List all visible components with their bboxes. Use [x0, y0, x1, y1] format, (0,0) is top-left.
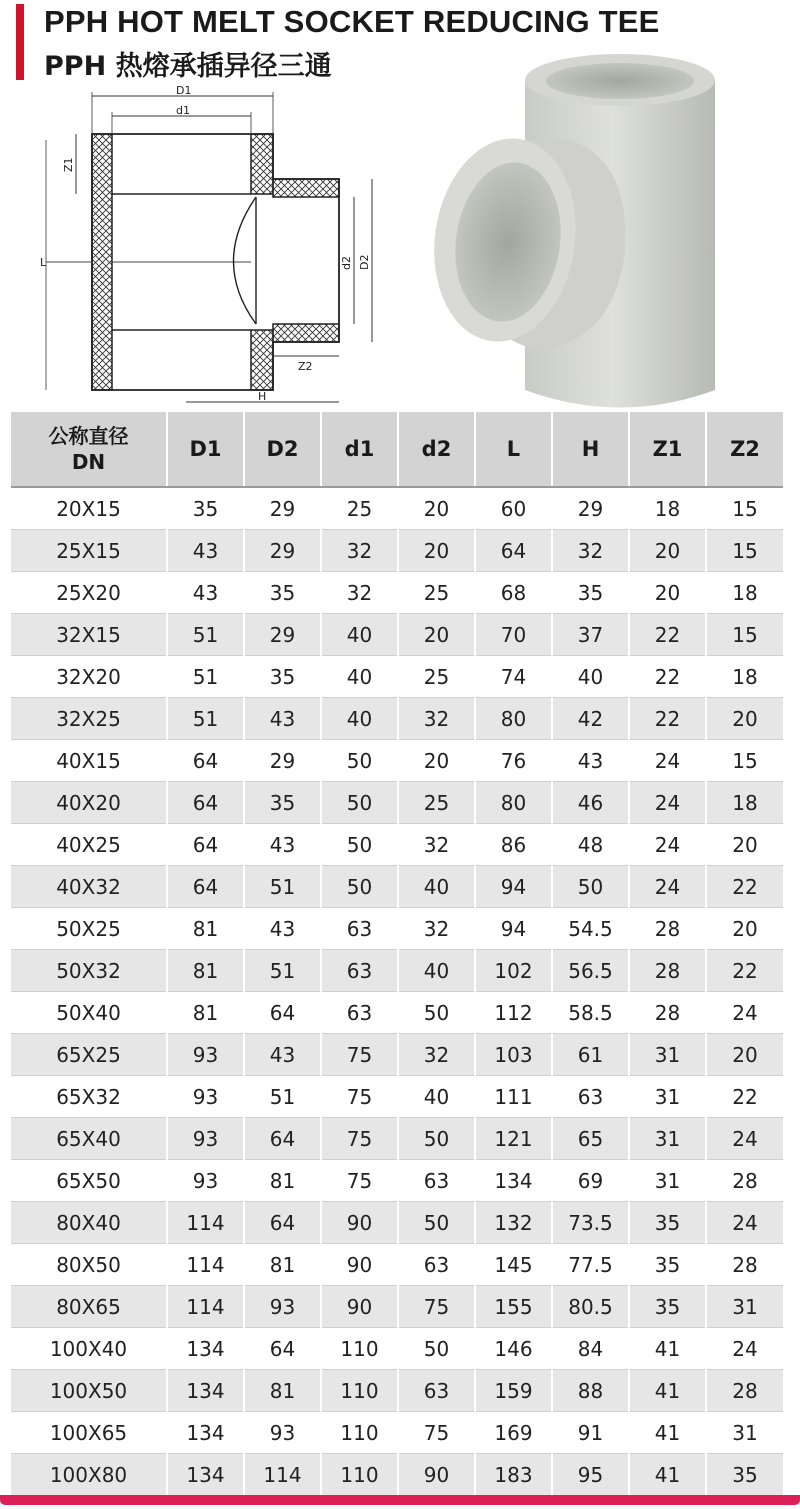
value-cell: 32	[552, 530, 629, 572]
dn-cell: 65X32	[11, 1076, 167, 1118]
value-cell: 29	[244, 740, 321, 782]
value-cell: 114	[244, 1454, 321, 1496]
value-cell: 77.5	[552, 1244, 629, 1286]
table-row	[11, 572, 783, 614]
value-cell: 60	[475, 487, 552, 530]
table-row	[11, 1034, 783, 1076]
dn-cell: 32X15	[11, 614, 167, 656]
value-cell: 20	[706, 824, 783, 866]
specification-table	[11, 412, 783, 1496]
value-cell: 29	[552, 487, 629, 530]
value-cell: 32	[321, 572, 398, 614]
value-cell: 88	[552, 1370, 629, 1412]
column-header: Z2	[706, 412, 783, 487]
value-cell: 18	[706, 782, 783, 824]
value-cell: 32	[398, 824, 475, 866]
value-cell: 183	[475, 1454, 552, 1496]
label-D1: D1	[176, 84, 192, 97]
value-cell: 81	[244, 1160, 321, 1202]
table-row	[11, 824, 783, 866]
value-cell: 40	[321, 656, 398, 698]
value-cell: 41	[629, 1328, 706, 1370]
column-header: d1	[321, 412, 398, 487]
dn-cell: 25X20	[11, 572, 167, 614]
table-row	[11, 1118, 783, 1160]
value-cell: 50	[321, 866, 398, 908]
value-cell: 24	[706, 1328, 783, 1370]
dn-cell: 80X50	[11, 1244, 167, 1286]
value-cell: 51	[244, 866, 321, 908]
value-cell: 42	[552, 698, 629, 740]
value-cell: 20	[398, 487, 475, 530]
value-cell: 58.5	[552, 992, 629, 1034]
value-cell: 159	[475, 1370, 552, 1412]
table-row	[11, 908, 783, 950]
value-cell: 35	[167, 487, 244, 530]
tee-product-image	[420, 50, 770, 415]
table-row	[11, 530, 783, 572]
dn-cell: 40X15	[11, 740, 167, 782]
value-cell: 50	[398, 1118, 475, 1160]
dn-cell: 50X25	[11, 908, 167, 950]
value-cell: 43	[167, 530, 244, 572]
value-cell: 80.5	[552, 1286, 629, 1328]
value-cell: 40	[321, 614, 398, 656]
label-D2: D2	[358, 254, 371, 270]
value-cell: 20	[398, 614, 475, 656]
value-cell: 81	[167, 908, 244, 950]
value-cell: 41	[629, 1412, 706, 1454]
dn-cell: 100X65	[11, 1412, 167, 1454]
dn-cell: 100X80	[11, 1454, 167, 1496]
value-cell: 25	[398, 572, 475, 614]
value-cell: 15	[706, 614, 783, 656]
value-cell: 35	[244, 782, 321, 824]
value-cell: 134	[167, 1370, 244, 1412]
column-header: d2	[398, 412, 475, 487]
table-row	[11, 866, 783, 908]
value-cell: 65	[552, 1118, 629, 1160]
value-cell: 64	[244, 1118, 321, 1160]
value-cell: 35	[552, 572, 629, 614]
value-cell: 50	[321, 740, 398, 782]
value-cell: 20	[706, 698, 783, 740]
value-cell: 93	[167, 1034, 244, 1076]
dn-cell: 32X20	[11, 656, 167, 698]
value-cell: 43	[167, 572, 244, 614]
tee-cross-section-drawing	[36, 84, 376, 410]
value-cell: 81	[244, 1244, 321, 1286]
value-cell: 102	[475, 950, 552, 992]
value-cell: 145	[475, 1244, 552, 1286]
page-title: PPH HOT MELT SOCKET REDUCING TEE	[44, 4, 660, 39]
value-cell: 32	[398, 1034, 475, 1076]
value-cell: 69	[552, 1160, 629, 1202]
value-cell: 40	[398, 950, 475, 992]
value-cell: 51	[244, 1076, 321, 1118]
value-cell: 110	[321, 1328, 398, 1370]
value-cell: 29	[244, 530, 321, 572]
value-cell: 64	[167, 782, 244, 824]
value-cell: 25	[398, 656, 475, 698]
value-cell: 75	[321, 1034, 398, 1076]
table-row	[11, 1244, 783, 1286]
value-cell: 114	[167, 1202, 244, 1244]
value-cell: 29	[244, 487, 321, 530]
value-cell: 25	[398, 782, 475, 824]
table-row	[11, 698, 783, 740]
value-cell: 35	[629, 1244, 706, 1286]
value-cell: 18	[629, 487, 706, 530]
value-cell: 22	[629, 698, 706, 740]
value-cell: 20	[629, 572, 706, 614]
value-cell: 50	[398, 992, 475, 1034]
value-cell: 31	[706, 1412, 783, 1454]
value-cell: 56.5	[552, 950, 629, 992]
value-cell: 93	[167, 1118, 244, 1160]
value-cell: 64	[475, 530, 552, 572]
value-cell: 28	[629, 950, 706, 992]
value-cell: 75	[321, 1160, 398, 1202]
bottom-accent-bar	[0, 1495, 800, 1505]
value-cell: 93	[244, 1412, 321, 1454]
value-cell: 24	[629, 866, 706, 908]
value-cell: 22	[706, 866, 783, 908]
value-cell: 43	[552, 740, 629, 782]
value-cell: 28	[629, 908, 706, 950]
table-row	[11, 782, 783, 824]
dn-label-en: DN	[71, 450, 106, 474]
value-cell: 46	[552, 782, 629, 824]
page-subtitle-chinese: PPH 热熔承插异径三通	[44, 51, 332, 82]
value-cell: 51	[167, 698, 244, 740]
dn-cell: 40X20	[11, 782, 167, 824]
column-header-dn	[11, 412, 167, 487]
value-cell: 74	[475, 656, 552, 698]
table-row	[11, 1370, 783, 1412]
dn-cell: 65X25	[11, 1034, 167, 1076]
value-cell: 114	[167, 1244, 244, 1286]
value-cell: 80	[475, 782, 552, 824]
value-cell: 86	[475, 824, 552, 866]
value-cell: 24	[629, 824, 706, 866]
dn-label-cn: 公称直径	[48, 424, 129, 448]
value-cell: 103	[475, 1034, 552, 1076]
value-cell: 64	[244, 992, 321, 1034]
label-Z1: Z1	[62, 157, 75, 172]
value-cell: 90	[321, 1286, 398, 1328]
value-cell: 41	[629, 1370, 706, 1412]
value-cell: 51	[244, 950, 321, 992]
value-cell: 75	[398, 1286, 475, 1328]
label-L: L	[40, 256, 47, 269]
label-H: H	[258, 390, 267, 403]
value-cell: 28	[706, 1244, 783, 1286]
value-cell: 169	[475, 1412, 552, 1454]
dn-cell: 65X40	[11, 1118, 167, 1160]
value-cell: 20	[706, 908, 783, 950]
table-row	[11, 1286, 783, 1328]
value-cell: 22	[706, 1076, 783, 1118]
value-cell: 111	[475, 1076, 552, 1118]
value-cell: 64	[244, 1328, 321, 1370]
value-cell: 63	[552, 1076, 629, 1118]
value-cell: 110	[321, 1370, 398, 1412]
value-cell: 63	[321, 992, 398, 1034]
value-cell: 15	[706, 740, 783, 782]
value-cell: 93	[167, 1160, 244, 1202]
value-cell: 20	[629, 530, 706, 572]
value-cell: 40	[398, 1076, 475, 1118]
value-cell: 80	[475, 698, 552, 740]
value-cell: 134	[475, 1160, 552, 1202]
value-cell: 40	[552, 656, 629, 698]
dn-cell: 100X50	[11, 1370, 167, 1412]
value-cell: 18	[706, 572, 783, 614]
value-cell: 84	[552, 1328, 629, 1370]
value-cell: 51	[167, 614, 244, 656]
value-cell: 35	[629, 1286, 706, 1328]
value-cell: 63	[321, 950, 398, 992]
value-cell: 75	[321, 1076, 398, 1118]
value-cell: 43	[244, 824, 321, 866]
value-cell: 63	[398, 1370, 475, 1412]
value-cell: 64	[167, 824, 244, 866]
table-row	[11, 1454, 783, 1496]
table-row	[11, 740, 783, 782]
value-cell: 31	[629, 1118, 706, 1160]
column-header: L	[475, 412, 552, 487]
label-d2: d2	[340, 256, 353, 270]
value-cell: 81	[167, 950, 244, 992]
value-cell: 31	[706, 1286, 783, 1328]
table-row	[11, 1076, 783, 1118]
value-cell: 50	[321, 782, 398, 824]
value-cell: 112	[475, 992, 552, 1034]
value-cell: 64	[244, 1202, 321, 1244]
value-cell: 146	[475, 1328, 552, 1370]
value-cell: 28	[706, 1160, 783, 1202]
value-cell: 28	[629, 992, 706, 1034]
value-cell: 32	[398, 908, 475, 950]
dn-cell: 40X32	[11, 866, 167, 908]
value-cell: 81	[167, 992, 244, 1034]
value-cell: 40	[398, 866, 475, 908]
value-cell: 20	[398, 740, 475, 782]
value-cell: 20	[706, 1034, 783, 1076]
value-cell: 50	[321, 824, 398, 866]
value-cell: 75	[321, 1118, 398, 1160]
value-cell: 31	[629, 1034, 706, 1076]
table-row	[11, 992, 783, 1034]
table-header-row	[11, 412, 783, 487]
value-cell: 35	[244, 656, 321, 698]
value-cell: 31	[629, 1076, 706, 1118]
value-cell: 63	[321, 908, 398, 950]
value-cell: 51	[167, 656, 244, 698]
value-cell: 31	[629, 1160, 706, 1202]
value-cell: 114	[167, 1286, 244, 1328]
value-cell: 18	[706, 656, 783, 698]
value-cell: 37	[552, 614, 629, 656]
dn-cell: 50X40	[11, 992, 167, 1034]
value-cell: 90	[321, 1202, 398, 1244]
value-cell: 15	[706, 530, 783, 572]
value-cell: 134	[167, 1328, 244, 1370]
table-row	[11, 950, 783, 992]
value-cell: 75	[398, 1412, 475, 1454]
value-cell: 64	[167, 866, 244, 908]
value-cell: 81	[244, 1370, 321, 1412]
column-header: Z1	[629, 412, 706, 487]
value-cell: 93	[244, 1286, 321, 1328]
value-cell: 43	[244, 1034, 321, 1076]
value-cell: 24	[629, 782, 706, 824]
dn-cell: 100X40	[11, 1328, 167, 1370]
value-cell: 121	[475, 1118, 552, 1160]
value-cell: 90	[398, 1454, 475, 1496]
value-cell: 68	[475, 572, 552, 614]
value-cell: 70	[475, 614, 552, 656]
table-row	[11, 1412, 783, 1454]
value-cell: 93	[167, 1076, 244, 1118]
value-cell: 134	[167, 1412, 244, 1454]
dn-cell: 80X65	[11, 1286, 167, 1328]
table-row	[11, 1202, 783, 1244]
value-cell: 40	[321, 698, 398, 740]
dn-cell: 32X25	[11, 698, 167, 740]
title-accent-bar	[16, 4, 24, 80]
value-cell: 28	[706, 1370, 783, 1412]
value-cell: 90	[321, 1244, 398, 1286]
column-header: D1	[167, 412, 244, 487]
value-cell: 43	[244, 908, 321, 950]
value-cell: 94	[475, 908, 552, 950]
value-cell: 50	[398, 1202, 475, 1244]
value-cell: 25	[321, 487, 398, 530]
value-cell: 134	[167, 1454, 244, 1496]
value-cell: 24	[706, 1202, 783, 1244]
value-cell: 22	[706, 950, 783, 992]
value-cell: 64	[167, 740, 244, 782]
value-cell: 61	[552, 1034, 629, 1076]
dn-cell: 25X15	[11, 530, 167, 572]
value-cell: 24	[706, 992, 783, 1034]
table-row	[11, 487, 783, 530]
value-cell: 15	[706, 487, 783, 530]
value-cell: 32	[398, 698, 475, 740]
value-cell: 35	[244, 572, 321, 614]
value-cell: 22	[629, 614, 706, 656]
value-cell: 63	[398, 1160, 475, 1202]
value-cell: 110	[321, 1412, 398, 1454]
value-cell: 50	[552, 866, 629, 908]
column-header: H	[552, 412, 629, 487]
value-cell: 22	[629, 656, 706, 698]
label-Z2: Z2	[298, 360, 313, 373]
value-cell: 54.5	[552, 908, 629, 950]
dn-cell: 80X40	[11, 1202, 167, 1244]
table-row	[11, 614, 783, 656]
value-cell: 91	[552, 1412, 629, 1454]
value-cell: 94	[475, 866, 552, 908]
value-cell: 73.5	[552, 1202, 629, 1244]
value-cell: 63	[398, 1244, 475, 1286]
column-header: D2	[244, 412, 321, 487]
value-cell: 110	[321, 1454, 398, 1496]
value-cell: 50	[398, 1328, 475, 1370]
value-cell: 132	[475, 1202, 552, 1244]
value-cell: 41	[629, 1454, 706, 1496]
dn-cell: 65X50	[11, 1160, 167, 1202]
value-cell: 35	[706, 1454, 783, 1496]
value-cell: 20	[398, 530, 475, 572]
value-cell: 76	[475, 740, 552, 782]
value-cell: 155	[475, 1286, 552, 1328]
dn-cell: 50X32	[11, 950, 167, 992]
value-cell: 48	[552, 824, 629, 866]
table-row	[11, 1160, 783, 1202]
dn-cell: 40X25	[11, 824, 167, 866]
value-cell: 29	[244, 614, 321, 656]
value-cell: 43	[244, 698, 321, 740]
value-cell: 32	[321, 530, 398, 572]
value-cell: 24	[629, 740, 706, 782]
value-cell: 35	[629, 1202, 706, 1244]
value-cell: 24	[706, 1118, 783, 1160]
value-cell: 95	[552, 1454, 629, 1496]
table-row	[11, 1328, 783, 1370]
dn-cell: 20X15	[11, 487, 167, 530]
label-d1: d1	[176, 104, 190, 117]
table-row	[11, 656, 783, 698]
